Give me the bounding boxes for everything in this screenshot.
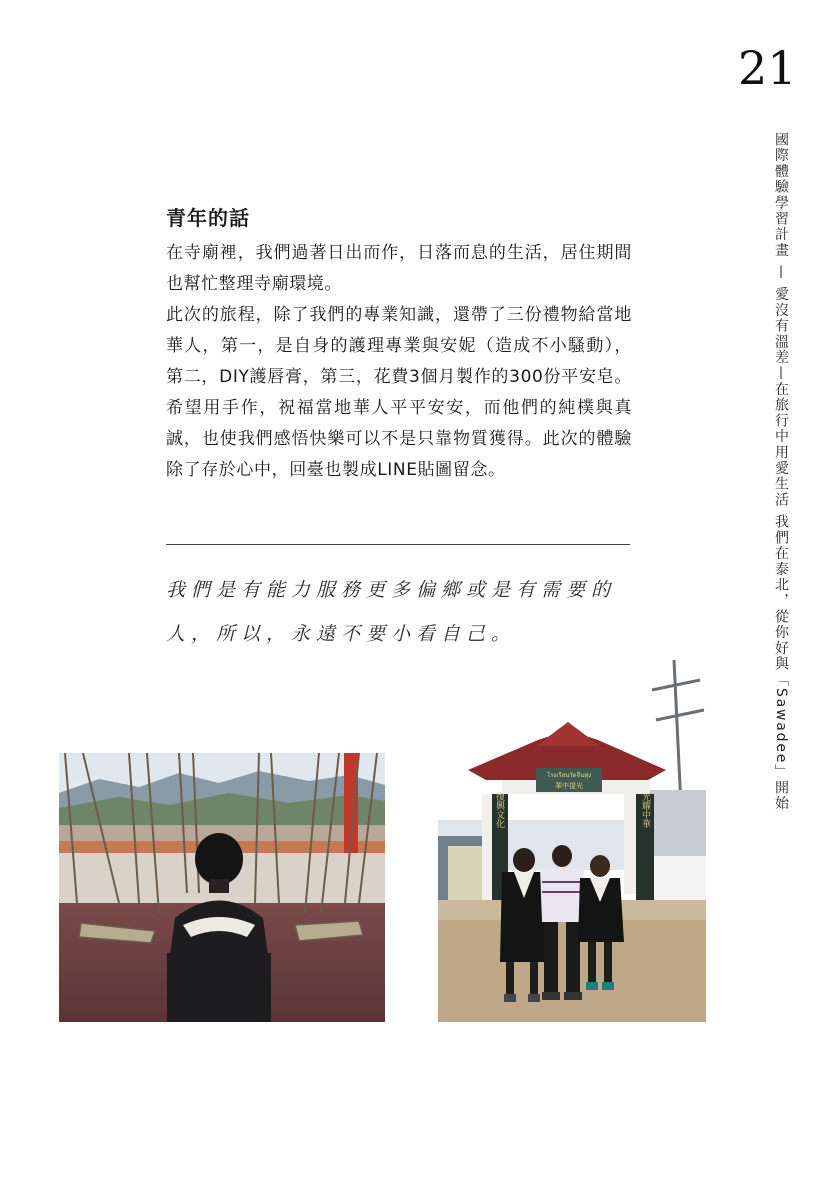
paragraph-2: 此次的旅程，除了我們的專業知識，還帶了三份禮物給當地華人，第一，是自身的護理專業與安妮（造成不小騷動），第二，DIY護唇膏，第三，花費3個月製作的300份平安皂。希望用手作，祝福當地華人平平安安，而他們的純樸與真誠，也使我們感悟快樂可以不是只靠物質獲得。此次的體驗除了存於心中，回臺也製成LINE貼圖留念。 [166,305,632,480]
temple-gate-group-photo [438,650,706,1022]
swing-hilltop-photo [59,753,385,1022]
paragraph-1: 在寺廟裡，我們過著日出而作，日落而息的生活，居住期間也幫忙整理寺廟環境。 [166,243,632,294]
section-divider [166,544,630,545]
section-heading: 青年的話 [166,206,250,230]
handwritten-quote: 我們是有能力服務更多偏鄉或是有需要的人，所以，永遠不要小看自己。 [166,579,617,645]
left-couplet: 復興文化 [494,792,504,828]
gate-sign-chinese: 華中提光 [555,782,583,790]
right-couplet: 光耀中華 [640,792,650,828]
article-body [166,204,632,486]
gate-sign-thai: โรงเรียนวัดจีนทุ่ง [546,772,592,779]
side-running-title: 國際體驗學習計畫 — 愛沒有溫差—在旅行中用愛生活 我們在泰北，從你好與「Sawadee」開始 [773,132,789,812]
page-number: 21 [738,41,797,95]
